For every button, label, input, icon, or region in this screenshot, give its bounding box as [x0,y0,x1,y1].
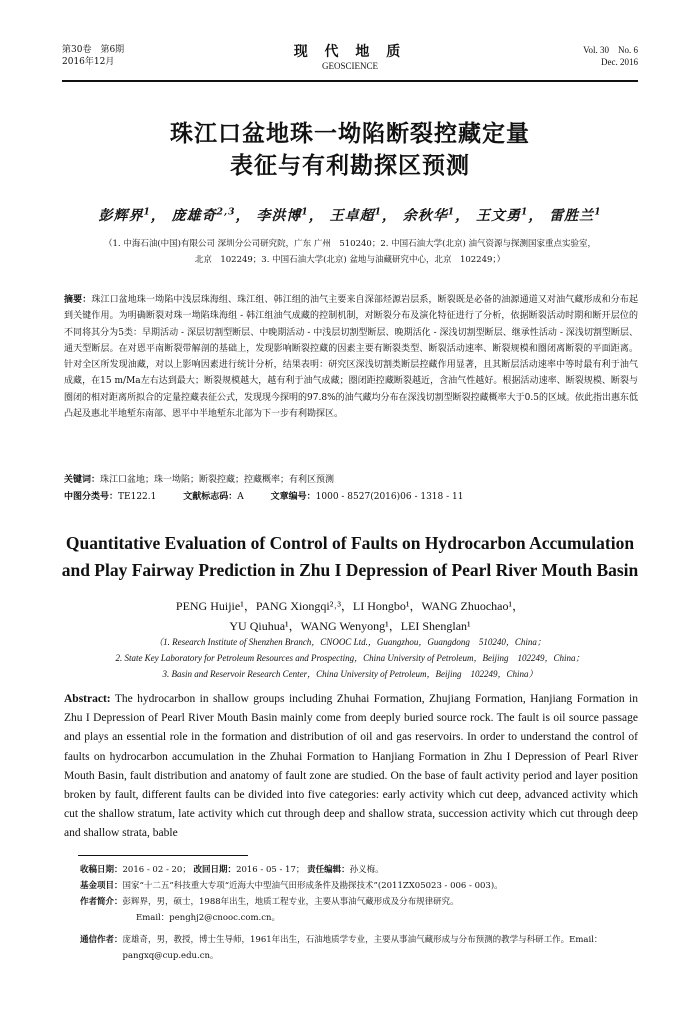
doc-code-label: 文献标志码： [183,492,238,502]
journal-name-en: GEOSCIENCE [322,61,378,71]
clc-label: 中图分类号： [64,492,119,502]
author-cn: 王卓超 [329,208,375,224]
date-en: Dec. 2016 [601,57,638,67]
abstract-en [64,690,638,844]
abstract-en-label: Abstract: [64,693,111,705]
affiliation-cn-line1: （1. 中海石油(中国)有限公司 深圳分公司研究院，广东 广州 510240；2. 中国石油大学(北京) 油气资源与探测国家重点实验室， [104,239,596,249]
footnote [80,862,638,964]
author-cn: 王文勇 [475,208,521,224]
keywords-cn-text: 珠江口盆地；珠一坳陷；断裂控藏；控藏概率；有利区预测 [100,475,335,485]
footnote-author [80,894,638,910]
corresponding-value: 庞雄奇，男，教授，博士生导师，1961年出生，石油地质学专业，主要从事油气藏形成与分布预测的教学与科研工作。Email：pangxq@cup.edu.cn。 [122,935,603,961]
running-header [62,44,638,78]
volume-cn: 第30卷 第6期 [62,45,125,55]
corresponding-label: 通信作者： [80,935,123,945]
title-cn-line1: 珠江口盆地珠一坳陷断裂控藏定量 [170,121,530,147]
author-sup: 2,3 [216,206,236,218]
affiliation-en-line1: （1. Research Institute of Shenzhen Branch，CNOOC Ltd.，Guangzhou，Guangdong 510240，China； [154,637,546,647]
author-cn: 庞雄奇 [171,208,217,224]
keywords-cn [64,472,638,488]
title-en [40,530,660,584]
author-sup: 1 [143,206,151,218]
received-label: 收稿日期： [80,865,123,875]
title-cn-line2: 表征与有利勘探区预测 [230,153,470,179]
authors-en-line2: YU Qiuhua¹，WANG Wenyong¹，LEI Shenglan¹ [229,619,471,633]
fund-value: 国家“十二五”科技重大专项“近海大中型油气田形成条件及勘探技术”(2011ZX05023 - 006 - 003)。 [122,881,503,891]
doc-code-value: A [237,492,244,502]
header-center [62,44,638,72]
footnote-rule [78,855,248,856]
title-en-line2: and Play Fairway Prediction in Zhu I Depression of Pearl River Mouth Basin [61,560,639,580]
author-sup: 1 [374,206,382,218]
author-cn: 李洪博 [256,208,302,224]
author-bio-value: 彭辉界，男，硕士，1988年出生，地质工程专业，主要从事油气藏形成及分布规律研究。 [122,897,459,907]
editor-value: 孙义梅。 [349,865,384,875]
author-cn: 雷胜兰 [549,208,595,224]
authors-cn: 彭辉界$^1$， 庞雄奇$^{2,3}$， 李洪博$^1$， 王卓超$^1$， 余秋华$^1$， 王文勇$^1$， 雷胜兰$^1$ [98,206,602,224]
author-cn: 彭辉界 [98,208,144,224]
classification-line [64,489,638,505]
affiliation-en-line2: 2. State Key Laboratory for Petroleum Resources and Prospecting，China University of Petroleum，Beijing 102249，China； [115,653,585,663]
date-cn: 2016年12月 [62,57,115,67]
volume-en: Vol. 30 No. 6 [583,45,638,55]
author-sup: 1 [520,206,529,218]
author-sup: 1 [301,206,309,218]
footnote-fund [80,878,638,894]
footnote-corresponding [80,932,638,964]
abstract-cn [64,292,638,422]
title-cn [60,118,640,182]
footnote-dates [80,862,638,878]
author-email: Email：penghj2@cnooc.com.cn。 [136,913,280,923]
author-bio-label: 作者简介： [80,897,123,907]
article-id-value: 1000 - 8527(2016)06 - 1318 - 11 [315,492,464,502]
article-id-label: 文章编号： [270,492,316,502]
author-cn: 余秋华 [402,208,448,224]
author-sup: 1 [447,206,456,218]
affiliation-cn-line2: 北京 102249；3. 中国石油大学(北京) 盆地与油藏研究中心，北京 102249；） [194,255,506,265]
authors-en-line1: PENG Huijie¹，PANG Xiongqi²˒³，LI Hongbo¹，WANG Zhuochao¹， [175,599,525,613]
abstract-en-text: The hydrocarbon in shallow groups including Zhuhai Formation, Zhujiang Formation, Hanjiang Formation in Zhu I Depression of Pearl River Mouth Basin mainly come from deeply buried source rock. The fault is oil source passage and plays an essential role in the formation and distribution of oil and gas reservoirs. In order to understand the control of faults on hydrocarbon accumulation in the Zhuhai Formation to Hanjiang Formation in Zhu I Depression of Pearl River Mouth Basin, fault distribution and anatomy of fault zone are studied. On the base of fault activity period and layer position broken by fault, different faults can be divided into five categories: early activity which cut deep, advanced activity which cut the shallow stratum, late activity which cut through deep and shallow strata, succession activity which cut through deep and shallow strata, bable [64,693,638,840]
fund-label: 基金项目： [80,881,123,891]
header-rule [62,80,638,82]
authors-en [60,596,640,636]
clc-value: TE122.1 [118,492,157,502]
keywords-cn-label: 关键词： [64,475,101,485]
revised-label: 改回日期： [193,865,237,875]
affiliations-en [50,634,650,682]
received-value: 2016 - 02 - 20； [122,865,191,875]
abstract-cn-text: 珠江口盆地珠一坳陷中浅层珠海组、珠江组、韩江组的油气主要来自深部烃源岩层系，断裂既是必备的油源通道又对油气藏形成和分布起到关键作用。为明确断裂对珠一坳陷珠海组 - 韩江组油气成藏的控制机制，对断裂分布及演化特征进行了分析，依据断裂活动时期和断开层位的不同将其分为5类：早期活动 - 深层切割型断层、中晚期活动 - 中浅层切割型断层、晚期活化 - 深浅切割型断层、继承性活动 - 深浅切割型断层、通天型断层。在对恩平南断裂带解剖的基础上，发现影响断裂控藏的因素主要有断裂类型、断裂活动速率、断裂规模和圈闭离断裂的平面距离。针对全区所发现油藏，对以上影响因素进行统计分析，结果表明：研究区深浅切割类断层控藏作用显著，且其断层活动速率中等时最有利于油气成藏，在15 m/Ma左右达到最大；断裂规模越大，越有利于油气成藏；圈闭距控藏断裂越近，含油气性越好。根据活动速率、断裂规模、断裂与圈闭的相对距离所拟合的定量控藏表征公式，发现现今探明的97.8%的油气藏均分布在深浅切割型断裂控藏概率大于0.5的区域。依此指出惠东低凸起及惠北半地堑东南部、恩平中半地堑东北部为下一步有利勘探区。 [64,295,638,420]
author-sup: 1 [594,206,602,218]
abstract-cn-label: 摘要： [64,295,92,305]
journal-name-cn: 现 代 地 质 [293,44,407,60]
affiliation-en-line3: 3. Basin and Reservoir Research Center，China University of Petroleum，Beijing 102249，China） [162,669,538,679]
editor-label: 责任编辑： [307,865,350,875]
title-en-line1: Quantitative Evaluation of Control of Faults on Hydrocarbon Accumulation [65,533,635,553]
affiliations-cn [70,236,630,268]
revised-value: 2016 - 05 - 17； [236,865,305,875]
header-right [583,44,638,68]
